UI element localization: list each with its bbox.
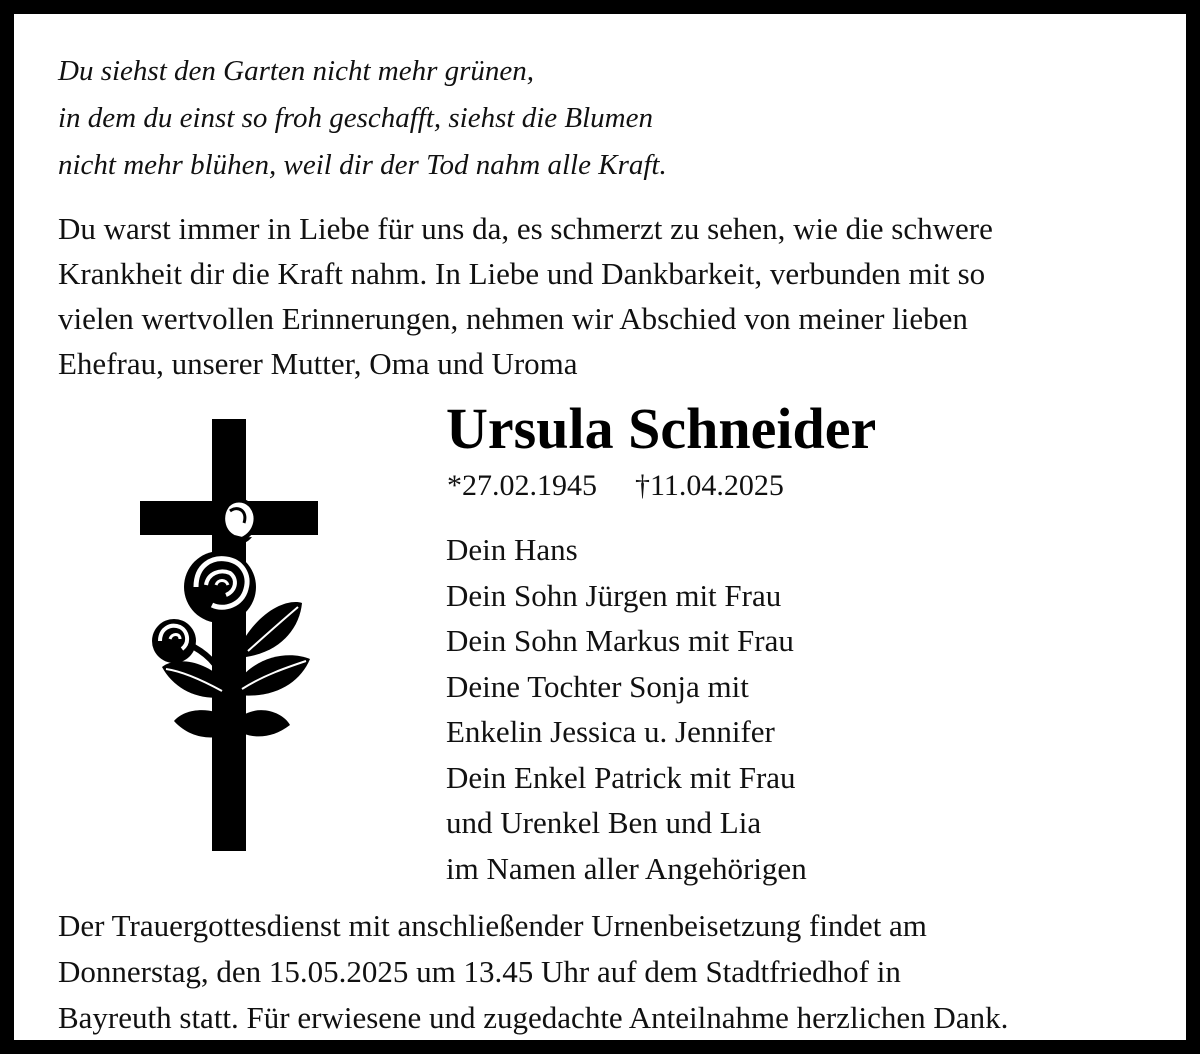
intro-line: Krankheit dir die Kraft nahm. In Liebe und Dankbarkeit, verbunden mit so <box>58 256 986 291</box>
mourner-line: im Namen aller Angehörigen <box>446 850 807 886</box>
mourner-line: Dein Sohn Markus mit Frau <box>446 623 794 658</box>
deceased-name: Ursula Schneider <box>446 396 877 461</box>
mourner-line: und Urenkel Ben und Lia <box>446 805 762 840</box>
poem-line: in dem du einst so froh geschafft, siehst die Blumen <box>58 102 653 134</box>
notice-line: Donnerstag, den 15.05.2025 um 13.45 Uhr auf dem Stadtfriedhof in <box>58 954 901 989</box>
intro-line: Du warst immer in Liebe für uns da, es schmerzt zu sehen, wie die schwere <box>58 211 993 246</box>
poem <box>58 48 1168 189</box>
life-dates <box>447 466 822 506</box>
cross-with-roses-icon <box>134 419 324 859</box>
mourners-list <box>446 527 807 891</box>
notice-line: Bayreuth statt. Für erwiesene und zugedachte Anteilnahme herzlichen Dank. <box>58 1000 1009 1035</box>
intro-line: vielen wertvollen Erinnerungen, nehmen wir Abschied von meiner lieben <box>58 301 968 336</box>
leaf <box>238 710 290 736</box>
mourner-line: Dein Sohn Jürgen mit Frau <box>446 577 782 613</box>
intro-line: Ehefrau, unserer Mutter, Oma und Uroma <box>58 346 578 381</box>
notice-line: Der Trauergottesdienst mit anschließender Urnenbeisetzung findet am <box>58 908 927 943</box>
poem-line: Du siehst den Garten nicht mehr grünen, <box>58 55 535 87</box>
death-date: †11.04.2025 <box>635 469 784 502</box>
mourner-line: Dein Enkel Patrick mit Frau <box>446 759 796 795</box>
intro-text <box>58 206 1188 386</box>
rose-large <box>184 551 256 623</box>
rose-small <box>152 619 196 663</box>
mourner-line: Enkelin Jessica u. Jennifer <box>446 714 775 749</box>
mourner-line: Deine Tochter Sonja mit <box>446 668 749 704</box>
funeral-notice <box>58 903 1188 1041</box>
leaf <box>238 655 310 695</box>
birth-date: *27.02.1945 <box>447 469 597 502</box>
poem-line: nicht mehr blühen, weil dir der Tod nahm alle Kraft. <box>58 149 667 181</box>
mourner-line: Dein Hans <box>446 532 578 567</box>
